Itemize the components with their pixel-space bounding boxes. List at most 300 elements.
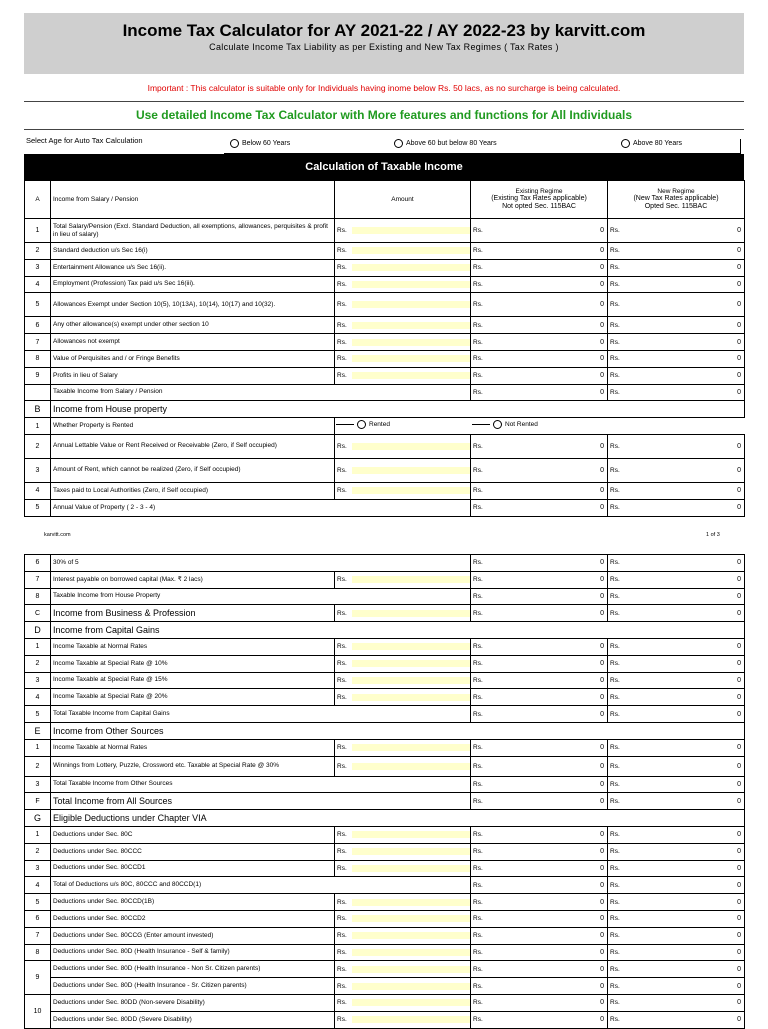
radio-circle-icon[interactable]	[621, 139, 630, 148]
section-heading: Income from Salary / Pension	[51, 181, 335, 219]
table-row	[25, 877, 745, 894]
row-description: Taxable Income from House Property	[51, 588, 471, 605]
row-number: 3	[25, 458, 51, 482]
row-description: Income Taxable at Normal Rates	[51, 638, 335, 655]
table-row	[25, 860, 745, 877]
row-description: 30% of 5	[51, 555, 471, 572]
row-number: 3	[25, 259, 51, 276]
amount-input-field[interactable]	[352, 966, 470, 973]
new-regime-value: Rs. 0	[608, 571, 745, 588]
row-number: 4	[25, 689, 51, 706]
existing-regime-value: Rs. 0	[471, 350, 608, 367]
row-description: Allowances Exempt under Section 10(5), 10(13A), 10(14), 10(17) and 10(32).	[51, 293, 335, 317]
section-title: Calculation of Taxable Income	[24, 154, 744, 180]
row-number: 7	[25, 334, 51, 351]
row-description: Standard deduction u/s Sec 16(i)	[51, 243, 335, 260]
existing-regime-header: Existing Regime (Existing Tax Rates applicable) Not opted Sec. 115BAC	[471, 181, 608, 219]
row-number: 5	[25, 499, 51, 516]
divider	[24, 101, 744, 102]
important-note: Important : This calculator is suitable only for Individuals having inome below Rs. 50 lacs, as no surcharge is being calculated.	[147, 83, 621, 93]
row-description: Income from Business & Profession	[51, 605, 335, 622]
amount-input[interactable]: Rs.	[335, 655, 471, 672]
amount-input[interactable]: Rs.	[335, 434, 471, 458]
amount-input-field[interactable]	[352, 763, 470, 770]
amount-input-field[interactable]	[352, 322, 470, 329]
row-number: 8	[25, 944, 51, 961]
amount-input[interactable]: Rs.	[335, 910, 471, 927]
footer-site: karvitt.com	[44, 532, 71, 538]
row-description: Total of Deductions u/s 80C, 80CCC and 80CCD(1)	[51, 877, 471, 894]
age-select-row	[24, 131, 744, 153]
amount-input[interactable]: Rs.	[335, 367, 471, 384]
existing-regime-value: Rs. 0	[471, 334, 608, 351]
row-number: 1	[25, 418, 51, 435]
divider	[740, 139, 741, 153]
amount-input[interactable]: Rs.	[335, 482, 471, 499]
table-row	[25, 499, 745, 516]
amount-input[interactable]: Rs.	[335, 894, 471, 911]
section-row	[25, 401, 745, 418]
row-description: Income Taxable at Normal Rates	[51, 739, 335, 756]
new-regime-value: Rs. 0	[608, 927, 745, 944]
section-letter: E	[25, 722, 51, 739]
row-number: 4	[25, 276, 51, 293]
existing-regime-value: Rs. 0	[471, 293, 608, 317]
amount-input-field[interactable]	[352, 576, 470, 583]
table-row	[25, 843, 745, 860]
new-regime-value: Rs. 0	[608, 482, 745, 499]
table-row	[25, 367, 745, 384]
row-number: 3	[25, 776, 51, 793]
section-row	[25, 622, 745, 639]
new-regime-value: Rs. 0	[608, 384, 745, 401]
new-regime-value: Rs. 0	[608, 1011, 745, 1028]
table-row	[25, 293, 745, 317]
existing-regime-value: Rs. 0	[471, 1011, 608, 1028]
amount-input[interactable]: Rs.	[335, 739, 471, 756]
amount-input-field[interactable]	[352, 744, 470, 751]
table-row	[25, 793, 745, 810]
amount-input-field[interactable]	[352, 848, 470, 855]
row-number: 4	[25, 877, 51, 894]
row-number: 9	[25, 961, 51, 995]
radio-circle-icon[interactable]	[357, 420, 366, 429]
table-row	[25, 571, 745, 588]
amount-input[interactable]: Rs.	[335, 961, 471, 978]
existing-regime-value: Rs. 0	[471, 961, 608, 978]
existing-regime-value: Rs. 0	[471, 499, 608, 516]
amount-input-field[interactable]	[352, 281, 470, 288]
existing-regime-value: Rs. 0	[471, 655, 608, 672]
existing-regime-value: Rs. 0	[471, 243, 608, 260]
row-number: 2	[25, 655, 51, 672]
row-description: Income Taxable at Special Rate @ 20%	[51, 689, 335, 706]
amount-input[interactable]: Rs.	[335, 843, 471, 860]
amount-input-field[interactable]	[352, 264, 470, 271]
amount-input[interactable]: Rs.	[335, 994, 471, 1011]
table-row	[25, 655, 745, 672]
row-description: Total Income from All Sources	[51, 793, 471, 810]
new-regime-value: Rs. 0	[608, 334, 745, 351]
amount-input-field[interactable]	[352, 247, 470, 254]
amount-input[interactable]: Rs.	[335, 243, 471, 260]
existing-regime-value: Rs. 0	[471, 793, 608, 810]
row-description: Income Taxable at Special Rate @ 10%	[51, 655, 335, 672]
row-description: Taxes paid to Local Authorities (Zero, if Self occupied)	[51, 482, 335, 499]
table-row	[25, 944, 745, 961]
row-description: Whether Property is Rented	[51, 418, 335, 435]
row-description: Employment (Profession) Tax paid u/s Sec 16(iii).	[51, 276, 335, 293]
existing-regime-value: Rs. 0	[471, 219, 608, 243]
new-regime-value: Rs. 0	[608, 961, 745, 978]
new-regime-value: Rs. 0	[608, 367, 745, 384]
row-description: Value of Perquisites and / or Fringe Benefits	[51, 350, 335, 367]
amount-input-field[interactable]	[352, 467, 470, 474]
row-number: 3	[25, 672, 51, 689]
row-number: 5	[25, 293, 51, 317]
amount-input[interactable]: Rs.	[335, 276, 471, 293]
table-row	[25, 418, 745, 435]
rented-options	[335, 418, 745, 435]
radio-circle-icon[interactable]	[230, 139, 239, 148]
row-description: Deductions under Sec. 80CCD(1B)	[51, 894, 335, 911]
amount-input[interactable]: Rs.	[335, 350, 471, 367]
table-row	[25, 276, 745, 293]
amount-input-field[interactable]	[352, 339, 470, 346]
table-row	[25, 588, 745, 605]
row-description: Entertainment Allowance u/s Sec 16(ii).	[51, 259, 335, 276]
row-number: 1	[25, 826, 51, 843]
radio-not-rented[interactable]: Not Rented	[472, 420, 538, 429]
radio-60-to-80[interactable]: Above 60 but below 80 Years	[394, 139, 497, 148]
new-regime-value: Rs. 0	[608, 499, 745, 516]
new-regime-value: Rs. 0	[608, 605, 745, 622]
amount-input-field[interactable]	[352, 899, 470, 906]
existing-regime-value: Rs. 0	[471, 588, 608, 605]
amount-input-field[interactable]	[352, 301, 470, 308]
existing-regime-value: Rs. 0	[471, 672, 608, 689]
new-regime-value: Rs. 0	[608, 588, 745, 605]
taxable-income-table-page1	[24, 180, 745, 517]
row-number: 2	[25, 843, 51, 860]
amount-input[interactable]: Rs.	[335, 927, 471, 944]
new-regime-value: Rs. 0	[608, 317, 745, 334]
amount-input[interactable]: Rs.	[335, 860, 471, 877]
row-number: 2	[25, 756, 51, 776]
section-heading: Income from Other Sources	[51, 722, 745, 739]
table-row	[25, 350, 745, 367]
existing-regime-value: Rs. 0	[471, 877, 608, 894]
existing-regime-value: Rs. 0	[471, 944, 608, 961]
new-regime-value: Rs. 0	[608, 276, 745, 293]
new-regime-value: Rs. 0	[608, 756, 745, 776]
existing-regime-value: Rs. 0	[471, 776, 608, 793]
amount-input-field[interactable]	[352, 999, 470, 1006]
amount-input-field[interactable]	[352, 227, 470, 234]
existing-regime-value: Rs. 0	[471, 689, 608, 706]
existing-regime-value: Rs. 0	[471, 458, 608, 482]
amount-input-field[interactable]	[352, 443, 470, 450]
new-regime-value: Rs. 0	[608, 910, 745, 927]
existing-regime-value: Rs. 0	[471, 860, 608, 877]
section-letter: A	[25, 181, 51, 219]
amount-input-field[interactable]	[352, 694, 470, 701]
table-row	[25, 961, 745, 978]
existing-regime-value: Rs. 0	[471, 706, 608, 723]
amount-input-field[interactable]	[352, 677, 470, 684]
row-number: 1	[25, 219, 51, 243]
amount-input-field[interactable]	[352, 949, 470, 956]
existing-regime-value: Rs. 0	[471, 555, 608, 572]
table-row	[25, 243, 745, 260]
existing-regime-value: Rs. 0	[471, 894, 608, 911]
row-description: Interest payable on borrowed capital (Max. ₹ 2 lacs)	[51, 571, 335, 588]
row-number: 6	[25, 910, 51, 927]
amount-input[interactable]: Rs.	[335, 605, 471, 622]
row-number: 4	[25, 482, 51, 499]
row-number: 10	[25, 994, 51, 1028]
row-description: Deductions under Sec. 80DD (Non-severe Disability)	[51, 994, 335, 1011]
table-row	[25, 689, 745, 706]
table-row	[25, 994, 745, 1011]
row-description: Deductions under Sec. 80CCD2	[51, 910, 335, 927]
divider	[24, 129, 744, 130]
table-row	[25, 826, 745, 843]
row-description: Total Taxable Income from Capital Gains	[51, 706, 471, 723]
amount-input-field[interactable]	[352, 1016, 470, 1023]
row-description: Deductions under Sec. 80CCC	[51, 843, 335, 860]
section-row	[25, 722, 745, 739]
table-row	[25, 756, 745, 776]
section-row	[25, 810, 745, 827]
row-description: Winnings from Lottery, Puzzle, Crossword etc. Taxable at Special Rate @ 30%	[51, 756, 335, 776]
amount-input[interactable]: Rs.	[335, 944, 471, 961]
amount-input[interactable]: Rs.	[335, 1011, 471, 1028]
row-description: Deductions under Sec. 80D (Health Insurance - Non Sr. Citizen parents)	[51, 961, 335, 978]
new-regime-value: Rs. 0	[608, 655, 745, 672]
page-subtitle: Calculate Income Tax Liability as per Existing and New Tax Regimes ( Tax Rates )	[209, 42, 559, 52]
row-description: Deductions under Sec. 80CCD1	[51, 860, 335, 877]
new-regime-value: Rs. 0	[608, 994, 745, 1011]
section-letter: D	[25, 622, 51, 639]
row-number: F	[25, 793, 51, 810]
new-regime-value: Rs. 0	[608, 877, 745, 894]
table-row	[25, 317, 745, 334]
section-letter: G	[25, 810, 51, 827]
row-number: 3	[25, 860, 51, 877]
age-select-label: Select Age for Auto Tax Calculation	[26, 136, 143, 145]
row-description: Any other allowance(s) exempt under other section 10	[51, 317, 335, 334]
new-regime-value: Rs. 0	[608, 739, 745, 756]
new-regime-value: Rs. 0	[608, 293, 745, 317]
amount-header: Amount	[335, 181, 471, 219]
existing-regime-value: Rs. 0	[471, 638, 608, 655]
existing-regime-value: Rs. 0	[471, 276, 608, 293]
new-regime-value: Rs. 0	[608, 350, 745, 367]
amount-input[interactable]: Rs.	[335, 334, 471, 351]
existing-regime-value: Rs. 0	[471, 434, 608, 458]
new-regime-value: Rs. 0	[608, 826, 745, 843]
new-regime-value: Rs. 0	[608, 706, 745, 723]
table-row	[25, 482, 745, 499]
existing-regime-value: Rs. 0	[471, 384, 608, 401]
new-regime-value: Rs. 0	[608, 458, 745, 482]
row-number: 7	[25, 927, 51, 944]
row-number: C	[25, 605, 51, 622]
section-heading: Eligible Deductions under Chapter VIA	[51, 810, 745, 827]
new-regime-value: Rs. 0	[608, 434, 745, 458]
amount-input-field[interactable]	[352, 643, 470, 650]
new-regime-header: New Regime (New Tax Rates applicable) Opted Sec. 115BAC	[608, 181, 745, 219]
amount-input[interactable]: Rs.	[335, 317, 471, 334]
row-number: 2	[25, 434, 51, 458]
table-row	[25, 910, 745, 927]
detailed-calculator-link[interactable]: Use detailed Income Tax Calculator with More features and functions for All Individuals	[135, 108, 633, 122]
row-number: 9	[25, 367, 51, 384]
table-row	[25, 638, 745, 655]
existing-regime-value: Rs. 0	[471, 910, 608, 927]
existing-regime-value: Rs. 0	[471, 927, 608, 944]
existing-regime-value: Rs. 0	[471, 994, 608, 1011]
existing-regime-value: Rs. 0	[471, 605, 608, 622]
amount-input-field[interactable]	[352, 915, 470, 922]
amount-input[interactable]: Rs.	[335, 672, 471, 689]
amount-input[interactable]: Rs.	[335, 259, 471, 276]
row-number: 5	[25, 706, 51, 723]
table-row	[25, 259, 745, 276]
section-letter: B	[25, 401, 51, 418]
row-description: Deductions under Sec. 80C	[51, 826, 335, 843]
amount-input[interactable]: Rs.	[335, 978, 471, 995]
existing-regime-value: Rs. 0	[471, 317, 608, 334]
amount-input[interactable]: Rs.	[335, 219, 471, 243]
radio-above-80[interactable]: Above 80 Years	[621, 139, 682, 148]
table-row	[25, 334, 745, 351]
existing-regime-value: Rs. 0	[471, 739, 608, 756]
header-banner	[24, 13, 744, 74]
amount-input[interactable]: Rs.	[335, 638, 471, 655]
table-row	[25, 1011, 745, 1028]
table-row	[25, 978, 745, 995]
existing-regime-value: Rs. 0	[471, 367, 608, 384]
new-regime-value: Rs. 0	[608, 860, 745, 877]
amount-input-field[interactable]	[352, 865, 470, 872]
amount-input[interactable]: Rs.	[335, 756, 471, 776]
amount-input[interactable]: Rs.	[335, 689, 471, 706]
table-header-row	[25, 181, 745, 219]
amount-input-field[interactable]	[352, 831, 470, 838]
row-description: Profits in lieu of Salary	[51, 367, 335, 384]
row-description: Taxable Income from Salary / Pension	[51, 384, 471, 401]
amount-input[interactable]: Rs.	[335, 293, 471, 317]
new-regime-value: Rs. 0	[608, 638, 745, 655]
new-regime-value: Rs. 0	[608, 243, 745, 260]
section-heading: Income from Capital Gains	[51, 622, 745, 639]
row-description: Total Taxable Income from Other Sources	[51, 776, 471, 793]
table-row	[25, 384, 745, 401]
new-regime-value: Rs. 0	[608, 776, 745, 793]
table-row	[25, 706, 745, 723]
amount-input[interactable]: Rs.	[335, 571, 471, 588]
existing-regime-value: Rs. 0	[471, 756, 608, 776]
existing-regime-value: Rs. 0	[471, 571, 608, 588]
row-description: Deductions under Sec. 80D (Health Insurance - Self & family)	[51, 944, 335, 961]
new-regime-value: Rs. 0	[608, 978, 745, 995]
table-row	[25, 434, 745, 458]
amount-input-field[interactable]	[352, 487, 470, 494]
row-number: 8	[25, 350, 51, 367]
new-regime-value: Rs. 0	[608, 793, 745, 810]
row-description: Deductions under Sec. 80CCG (Enter amount invested)	[51, 927, 335, 944]
amount-input-field[interactable]	[352, 372, 470, 379]
new-regime-value: Rs. 0	[608, 259, 745, 276]
row-number: 6	[25, 317, 51, 334]
table-row	[25, 739, 745, 756]
new-regime-value: Rs. 0	[608, 219, 745, 243]
row-number: 5	[25, 894, 51, 911]
footer-page-number: 1 of 3	[706, 532, 720, 538]
amount-input-field[interactable]	[352, 610, 470, 617]
radio-below-60[interactable]: Below 60 Years	[230, 139, 290, 148]
radio-circle-icon[interactable]	[394, 139, 403, 148]
row-description: Deductions under Sec. 80DD (Severe Disability)	[51, 1011, 335, 1028]
amount-input-field[interactable]	[352, 355, 470, 362]
amount-input-field[interactable]	[352, 983, 470, 990]
row-number: 7	[25, 571, 51, 588]
page-title: Income Tax Calculator for AY 2021-22 / AY 2022-23 by karvitt.com	[122, 21, 646, 40]
row-description: Income Taxable at Special Rate @ 15%	[51, 672, 335, 689]
amount-input-field[interactable]	[352, 660, 470, 667]
new-regime-value: Rs. 0	[608, 689, 745, 706]
amount-input[interactable]: Rs.	[335, 826, 471, 843]
existing-regime-value: Rs. 0	[471, 978, 608, 995]
new-regime-value: Rs. 0	[608, 843, 745, 860]
existing-regime-value: Rs. 0	[471, 843, 608, 860]
row-description: Deductions under Sec. 80D (Health Insurance - Sr. Citizen parents)	[51, 978, 335, 995]
table-row	[25, 458, 745, 482]
new-regime-value: Rs. 0	[608, 894, 745, 911]
table-row	[25, 605, 745, 622]
new-regime-value: Rs. 0	[608, 672, 745, 689]
row-number: 6	[25, 555, 51, 572]
row-number: 2	[25, 243, 51, 260]
row-number: 1	[25, 739, 51, 756]
amount-input-field[interactable]	[352, 932, 470, 939]
existing-regime-value: Rs. 0	[471, 482, 608, 499]
radio-circle-icon[interactable]	[493, 420, 502, 429]
table-row	[25, 894, 745, 911]
table-row	[25, 672, 745, 689]
taxable-income-table-page2	[24, 554, 745, 1029]
table-row	[25, 927, 745, 944]
row-description: Annual Value of Property ( 2 - 3 - 4)	[51, 499, 471, 516]
row-description: Total Salary/Pension (Excl. Standard Deduction, all exemptions, allowances, perquisites & profit in lieu of salary)	[51, 219, 335, 243]
row-number: 1	[25, 638, 51, 655]
new-regime-value: Rs. 0	[608, 555, 745, 572]
row-description: Amount of Rent, which cannot be realized (Zero, if Self occupied)	[51, 458, 335, 482]
row-number: 8	[25, 588, 51, 605]
amount-input[interactable]: Rs.	[335, 458, 471, 482]
row-description: Annual Lettable Value or Rent Received or Receivable (Zero, if Self occupied)	[51, 434, 335, 458]
existing-regime-value: Rs. 0	[471, 826, 608, 843]
new-regime-value: Rs. 0	[608, 944, 745, 961]
row-description: Allowances not exempt	[51, 334, 335, 351]
radio-rented[interactable]: Rented	[336, 420, 390, 429]
section-heading: Income from House property	[51, 401, 745, 418]
table-row	[25, 219, 745, 243]
existing-regime-value: Rs. 0	[471, 259, 608, 276]
table-row	[25, 776, 745, 793]
